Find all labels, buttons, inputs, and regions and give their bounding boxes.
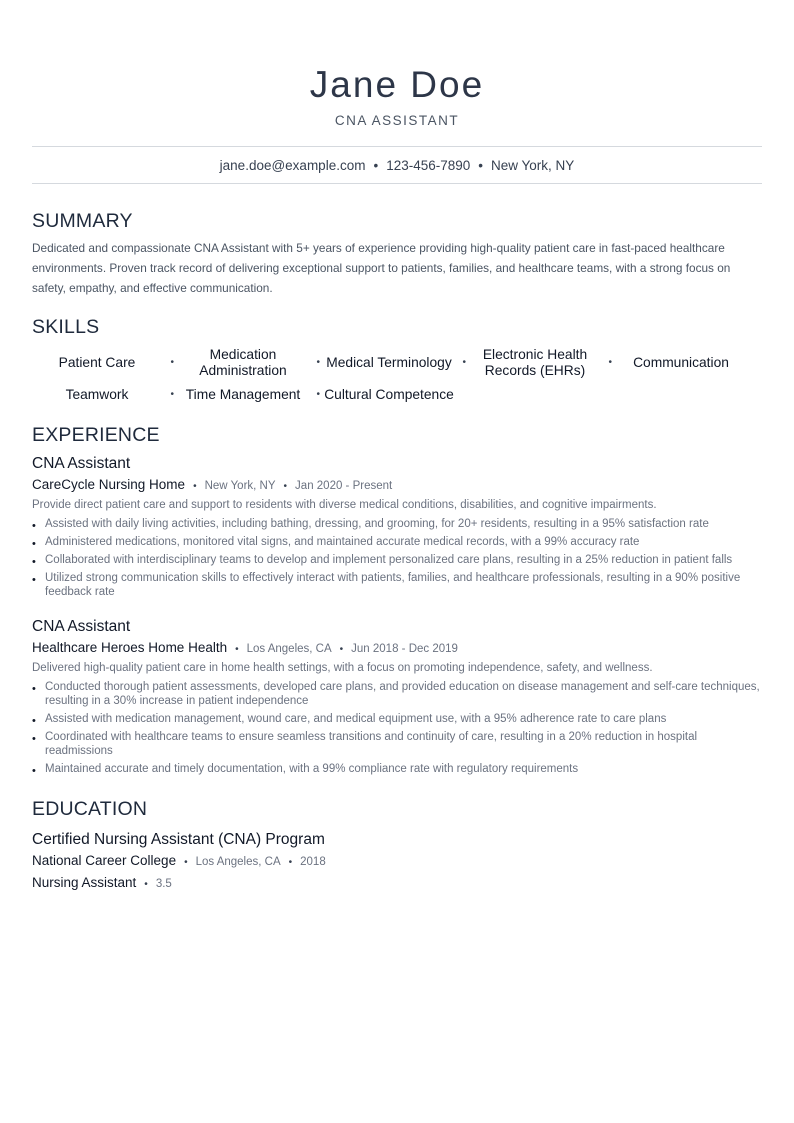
bullet-marker: • — [32, 556, 36, 568]
bullet-text: Conducted thorough patient assessments, developed care plans, and provided education on disease management and self-care techniques, resulting in a 30% increase in patient independence — [45, 681, 760, 707]
skill-separator: • — [608, 357, 612, 368]
skill-label: Cultural Competence — [324, 387, 454, 402]
skill-separator: • — [170, 389, 174, 400]
job-bullet — [32, 553, 762, 567]
contact-separator: • — [373, 158, 379, 173]
candidate-name: Jane Doe — [309, 64, 485, 105]
contact-phone[interactable]: 123-456-7890 — [386, 158, 471, 173]
job-meta — [32, 476, 762, 495]
bullet-marker: • — [32, 715, 36, 727]
job-description: Delivered high-quality patient care in home health settings, with a focus on promoting independence, safety, and wellness. — [32, 662, 653, 674]
job-bullet — [32, 712, 762, 726]
job-bullet — [32, 730, 762, 758]
bullet-text: Collaborated with interdisciplinary teams to develop and implement personalized care plans, resulting in a 25% reduction in patient falls — [45, 554, 733, 566]
skill-item — [470, 347, 612, 379]
bullet-marker: • — [32, 765, 36, 777]
education-school-line — [32, 852, 762, 871]
skill-label: Time Management — [185, 387, 301, 402]
skills-heading: SKILLS — [32, 316, 100, 338]
skill-separator: • — [170, 357, 174, 368]
bullet-marker: • — [32, 574, 36, 586]
skill-separator: • — [462, 357, 466, 368]
header-divider-bottom — [32, 183, 762, 184]
job-description: Provide direct patient care and support to residents with diverse medical conditions, disabilities, and cognitive impairments. — [32, 499, 657, 511]
job-bullet — [32, 571, 762, 599]
job-bullet — [32, 762, 762, 776]
meta-separator: • — [288, 857, 293, 868]
bullet-marker: • — [32, 683, 36, 695]
job-meta — [32, 639, 762, 658]
bullet-marker: • — [32, 733, 36, 745]
education-degree-line — [32, 874, 762, 893]
resume-header — [32, 0, 762, 129]
skill-label: Electronic Health Records (EHRs) — [482, 347, 588, 378]
skill-label: Teamwork — [65, 387, 129, 402]
education-school: National Career College — [32, 853, 177, 868]
education-year: 2018 — [300, 856, 326, 868]
skill-separator: • — [316, 389, 320, 400]
experience-entry — [32, 454, 762, 599]
education-heading: EDUCATION — [32, 798, 148, 820]
job-bullet — [32, 680, 762, 708]
job-bullet — [32, 535, 762, 549]
bullet-text: Coordinated with healthcare teams to ensure seamless transitions and continuity of care, resulting in a 20% reduction in hospital readmissions — [45, 731, 698, 757]
contact-separator: • — [478, 158, 484, 173]
meta-separator: • — [193, 481, 197, 492]
education-degree: Nursing Assistant — [32, 875, 137, 890]
education-gpa: 3.5 — [155, 878, 172, 890]
job-title: CNA Assistant — [32, 618, 131, 635]
job-location: Los Angeles, CA — [246, 643, 332, 655]
meta-separator: • — [144, 879, 148, 890]
meta-separator: • — [235, 644, 239, 655]
education-program: Certified Nursing Assistant (CNA) Program — [32, 831, 325, 848]
candidate-role: CNA ASSISTANT — [334, 113, 460, 128]
education-location: Los Angeles, CA — [195, 856, 281, 868]
contact-line — [32, 147, 762, 183]
bullet-text: Utilized strong communication skills to effectively interact with patients, families, and healthcare professionals, resulting in a 90% positive feedback rate — [45, 572, 741, 598]
skill-label: Medication Administration — [199, 347, 287, 378]
skill-item — [616, 347, 746, 379]
job-bullets — [32, 680, 762, 776]
bullet-marker: • — [32, 520, 36, 532]
meta-separator: • — [184, 857, 188, 868]
job-bullets — [32, 517, 762, 599]
contact-location: New York, NY — [491, 158, 575, 173]
skill-separator: • — [316, 357, 320, 368]
job-company: Healthcare Heroes Home Health — [32, 640, 228, 655]
experience-heading: EXPERIENCE — [32, 424, 160, 446]
job-title: CNA Assistant — [32, 455, 131, 472]
experience-entry — [32, 617, 762, 776]
skill-item — [178, 347, 320, 379]
skill-item — [178, 383, 320, 407]
summary-heading: SUMMARY — [32, 210, 133, 232]
job-company: CareCycle Nursing Home — [32, 477, 186, 492]
job-location: New York, NY — [204, 480, 276, 492]
skill-label: Patient Care — [58, 355, 136, 370]
skill-label: Medical Terminology — [326, 355, 452, 370]
bullet-marker: • — [32, 538, 36, 550]
skills-grid — [32, 347, 762, 407]
contact-email[interactable]: jane.doe@example.com — [219, 158, 366, 173]
job-dates: Jan 2020 - Present — [295, 480, 393, 492]
skill-item — [324, 347, 466, 379]
summary-text: Dedicated and compassionate CNA Assistant with 5+ years of experience providing high-quality patient care in fast-paced healthcare environments. Proven track record of delivering exceptional support to patients, families, and healthcare teams, with a strong focus on safety, empathy, and effective communication. — [32, 241, 731, 295]
meta-separator: • — [283, 481, 288, 492]
job-bullet — [32, 517, 762, 531]
bullet-text: Maintained accurate and timely documentation, with a 99% compliance rate with regulatory requirements — [45, 763, 579, 775]
job-dates: Jun 2018 - Dec 2019 — [351, 643, 458, 655]
skill-item — [324, 383, 454, 407]
skill-item — [32, 347, 174, 379]
bullet-text: Administered medications, monitored vital signs, and maintained accurate medical records, with a 99% accuracy rate — [45, 536, 640, 548]
bullet-text: Assisted with medication management, wound care, and medical equipment use, with a 95% adherence rate to care plans — [45, 713, 667, 725]
skill-label: Communication — [633, 355, 729, 370]
meta-separator: • — [339, 644, 344, 655]
bullet-text: Assisted with daily living activities, including bathing, dressing, and grooming, for 20+ residents, resulting in a 95% satisfaction rate — [45, 518, 709, 530]
skill-item — [32, 383, 174, 407]
